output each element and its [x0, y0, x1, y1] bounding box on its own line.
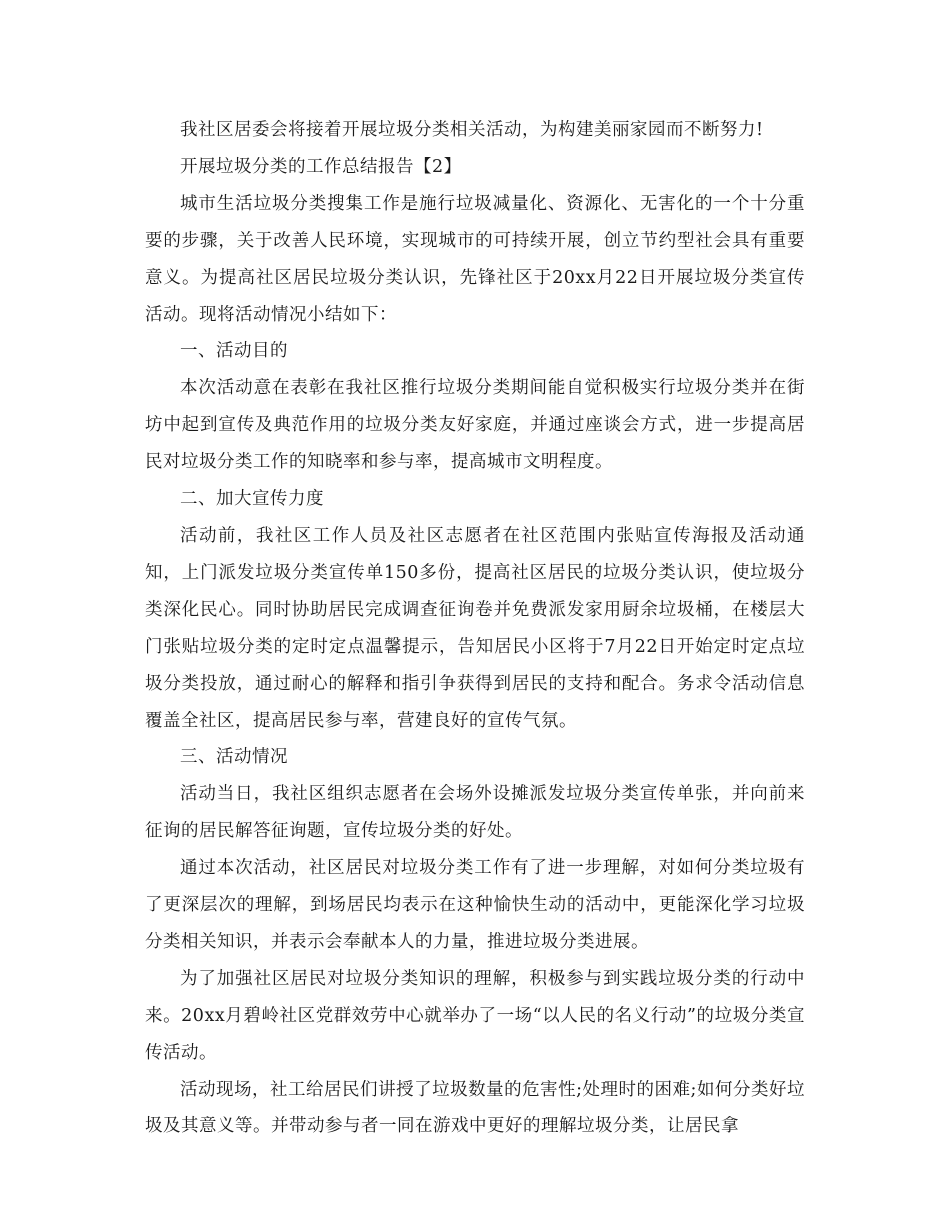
- report-title: 开展垃圾分类的工作总结报告【2】: [180, 156, 462, 177]
- purpose-paragraph: 本次活动意在表彰在我社区推行垃圾分类期间能自觉积极实行垃圾分类并在街坊中起到宣传及典范作用的垃圾分类友好家庭，并通过座谈会方式，进一步提高居民对垃圾分类工作的知晓率和参与率，提高城市文明程度。: [145, 378, 805, 473]
- publicity-paragraph: 活动前，我社区工作人员及社区志愿者在社区范围内张贴宣传海报及活动通知，上门派发垃圾分类宣传单150多份，提高社区居民的垃圾分类认识，使垃圾分类深化民心。同时协助居民完成调查征询卷并免费派发家用厨余垃圾桶，在楼层大门张贴垃圾分类的定时定点温馨提示，告知居民小区将于7月22日开始定时定点垃圾分类投放，通过耐心的解释和指引争获得到居民的支持和配合。务求令活动信息覆盖全社区，提高居民参与率，营建良好的宣传气氛。: [145, 525, 805, 731]
- section-heading-publicity: 二、加大宣传力度: [180, 489, 324, 510]
- activity-paragraph-1: 活动当日，我社区组织志愿者在会场外设摊派发垃圾分类宣传单张，并向前来征询的居民解答征询题，宣传垃圾分类的好处。: [145, 784, 805, 842]
- closing-sentence: 我社区居委会将接着开展垃圾分类相关活动，为构建美丽家园而不断努力!: [180, 120, 764, 140]
- activity-paragraph-3: 为了加强社区居民对垃圾分类知识的理解，积极参与到实践垃圾分类的行动中来。20xx月碧岭社区党群效劳中心就举办了一场“以人民的名义行动”的垃圾分类宣传活动。: [145, 968, 805, 1063]
- document-body: [145, 112, 805, 1145]
- activity-paragraph-2: 通过本次活动，社区居民对垃圾分类工作有了进一步理解，对如何分类垃圾有了更深层次的理解，到场居民均表示在这种愉快生动的活动中，更能深化学习垃圾分类相关知识，并表示会奉献本人的力量，推进垃圾分类进展。: [145, 858, 805, 952]
- section-heading-purpose: 一、活动目的: [180, 341, 288, 362]
- activity-paragraph-4: 活动现场，社工给居民们讲授了垃圾数量的危害性;处理时的困难;如何分类好垃圾及其意义等。并带动参与者一同在游戏中更好的理解垃圾分类，让居民拿: [145, 1079, 805, 1137]
- section-heading-activity: 三、活动情况: [180, 747, 288, 768]
- intro-paragraph: 城市生活垃圾分类搜集工作是施行垃圾减量化、资源化、无害化的一个十分重要的步骤，关于改善人民环境，实现城市的可持续开展，创立节约型社会具有重要意义。为提高社区居民垃圾分类认识，先锋社区于20xx月22日开展垃圾分类宣传活动。现将活动情况小结如下：: [145, 193, 805, 325]
